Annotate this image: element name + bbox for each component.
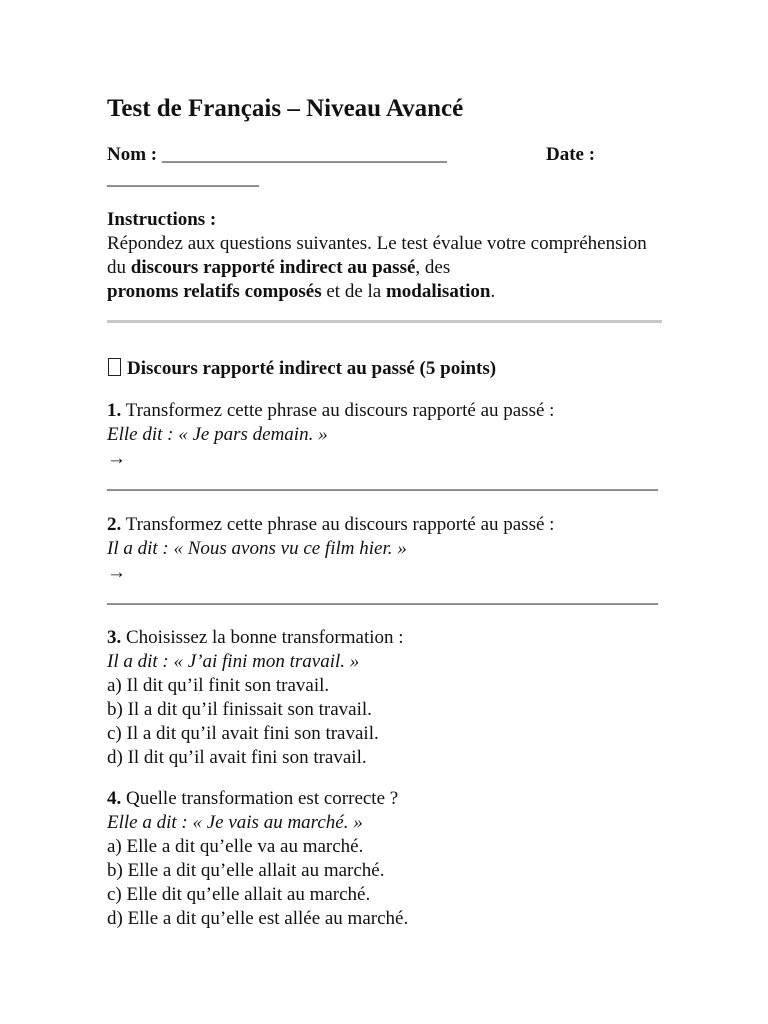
answer-line: __________________________________________________________ bbox=[107, 586, 658, 607]
instructions-block bbox=[107, 208, 667, 304]
question-number: 3. bbox=[107, 627, 122, 648]
name-field bbox=[107, 143, 447, 167]
section-divider bbox=[107, 320, 662, 323]
instructions-text-part: et de la bbox=[321, 281, 386, 302]
question-prompt: Choisissez la bonne transformation : bbox=[126, 627, 404, 648]
answer-option-b: b) Elle a dit qu’elle allait au marché. bbox=[107, 860, 385, 881]
answer-option-c: c) Il a dit qu’il avait fini son travail. bbox=[107, 723, 379, 744]
instructions-text-part: . bbox=[490, 281, 496, 302]
section-heading bbox=[107, 357, 496, 381]
question-2 bbox=[107, 513, 667, 609]
question-prompt-line bbox=[107, 626, 667, 650]
answer-option-d: d) Il dit qu’il avait fini son travail. bbox=[107, 747, 367, 768]
instructions-bold-term: pronoms relatifs composés bbox=[107, 281, 322, 302]
question-quote: Il a dit : « J’ai fini mon travail. » bbox=[107, 651, 360, 672]
missing-glyph-box-icon bbox=[108, 358, 121, 376]
question-prompt: Quelle transformation est correcte ? bbox=[126, 788, 399, 809]
question-prompt-line bbox=[107, 399, 667, 423]
answer-option-a: a) Elle a dit qu’elle va au marché. bbox=[107, 836, 364, 857]
question-prompt-line bbox=[107, 513, 667, 537]
arrow-icon: → bbox=[107, 562, 126, 583]
question-prompt: Transformez cette phrase au discours rapporté au passé : bbox=[125, 514, 555, 535]
page-title: Test de Français – Niveau Avancé bbox=[107, 95, 464, 122]
instructions-text-part: , des bbox=[415, 257, 451, 278]
answer-option-a: a) Il dit qu’il finit son travail. bbox=[107, 675, 330, 696]
instructions-label: Instructions : bbox=[107, 209, 217, 230]
instructions-text bbox=[107, 232, 667, 304]
question-3 bbox=[107, 626, 667, 770]
answer-option-b: b) Il a dit qu’il finissait son travail. bbox=[107, 699, 372, 720]
answer-option-d: d) Elle a dit qu’elle est allée au marché. bbox=[107, 908, 409, 929]
date-label: Date : bbox=[546, 144, 596, 165]
question-quote: Elle dit : « Je pars demain. » bbox=[107, 424, 328, 445]
answer-line: __________________________________________________________ bbox=[107, 472, 658, 493]
question-number: 1. bbox=[107, 400, 122, 421]
name-label: Nom : bbox=[107, 144, 158, 165]
question-quote: Il a dit : « Nous avons vu ce film hier. » bbox=[107, 538, 407, 559]
section-title-text: Discours rapporté indirect au passé (5 points) bbox=[127, 358, 497, 379]
name-blank: ______________________________ bbox=[161, 144, 447, 165]
question-1 bbox=[107, 399, 667, 495]
answer-option-c: c) Elle dit qu’elle allait au marché. bbox=[107, 884, 371, 905]
question-number: 4. bbox=[107, 788, 122, 809]
instructions-bold-term: modalisation bbox=[385, 281, 491, 302]
instructions-text-part: Répondez aux questions suivantes. Le test évalue votre compréhension du bbox=[107, 233, 647, 278]
date-blank: ________________ bbox=[107, 168, 259, 189]
question-4 bbox=[107, 787, 667, 931]
question-number: 2. bbox=[107, 514, 122, 535]
question-prompt: Transformez cette phrase au discours rapporté au passé : bbox=[125, 400, 555, 421]
instructions-bold-term: discours rapporté indirect au passé bbox=[130, 257, 416, 278]
question-quote: Elle a dit : « Je vais au marché. » bbox=[107, 812, 363, 833]
arrow-icon: → bbox=[107, 448, 126, 469]
question-prompt-line bbox=[107, 787, 667, 811]
